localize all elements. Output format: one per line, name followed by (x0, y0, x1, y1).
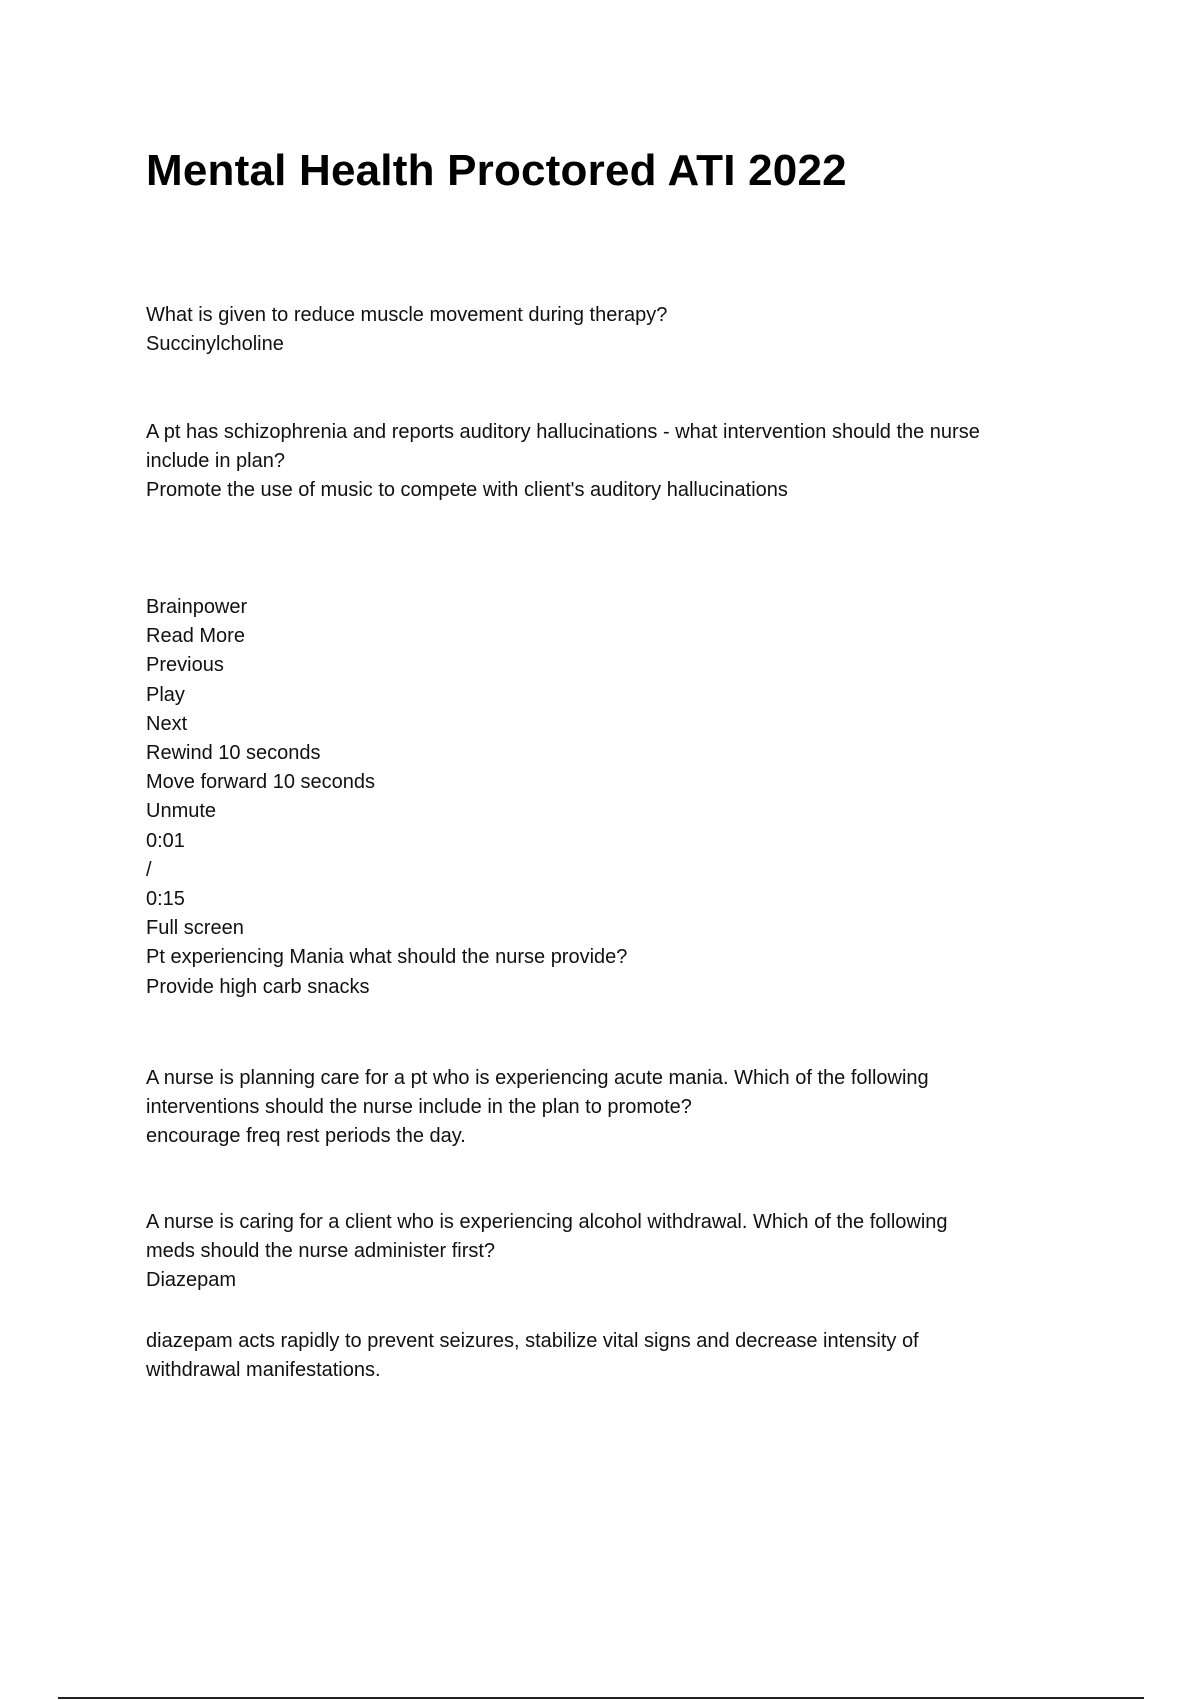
answer-text: Diazepam (146, 1269, 237, 1291)
qa-item-2 (146, 418, 1086, 505)
media-player-text (146, 593, 1086, 1002)
read-more-link[interactable]: Read More (146, 625, 245, 648)
qa-item-4 (146, 1064, 1086, 1151)
question-text: Pt experiencing Mania what should the nurse provide? (146, 946, 628, 969)
previous-button[interactable]: Previous (146, 654, 224, 677)
page-title: Mental Health Proctored ATI 2022 (146, 146, 847, 195)
play-button[interactable]: Play (146, 683, 185, 706)
unmute-button[interactable]: Unmute (146, 800, 217, 823)
rationale (146, 1327, 1086, 1385)
current-time: 0:01 (146, 829, 185, 852)
full-screen-button[interactable]: Full screen (146, 917, 244, 940)
player-brand: Brainpower (146, 596, 248, 618)
rewind-button[interactable]: Rewind 10 seconds (146, 742, 321, 765)
duration: 0:15 (146, 888, 185, 911)
rationale-text: diazepam acts rapidly to prevent seizures, stabilize vital signs and decrease intensity of (146, 1330, 919, 1352)
question-text: A nurse is caring for a client who is experiencing alcohol withdrawal. Which of the following (146, 1211, 948, 1233)
next-button[interactable]: Next (146, 712, 188, 735)
question-text: interventions should the nurse include in the plan to promote? (146, 1096, 692, 1118)
footer-divider (58, 1697, 1144, 1699)
question-text: A pt has schizophrenia and reports auditory hallucinations - what intervention should the nurse (146, 421, 980, 443)
time-separator: / (146, 858, 152, 881)
answer-text: Provide high carb snacks (146, 975, 370, 998)
forward-button[interactable]: Move forward 10 seconds (146, 771, 376, 794)
qa-item-1 (146, 301, 1086, 359)
rationale-text: withdrawal manifestations. (146, 1359, 381, 1381)
question-text: meds should the nurse administer first? (146, 1240, 496, 1262)
qa-item-5 (146, 1208, 1086, 1295)
question-text: What is given to reduce muscle movement during therapy? (146, 304, 668, 326)
answer-text: Promote the use of music to compete with client's auditory hallucinations (146, 479, 788, 501)
question-text: include in plan? (146, 450, 285, 472)
answer-text: Succinylcholine (146, 333, 284, 355)
answer-text: encourage freq rest periods the day. (146, 1125, 466, 1147)
question-text: A nurse is planning care for a pt who is experiencing acute mania. Which of the following (146, 1067, 929, 1089)
